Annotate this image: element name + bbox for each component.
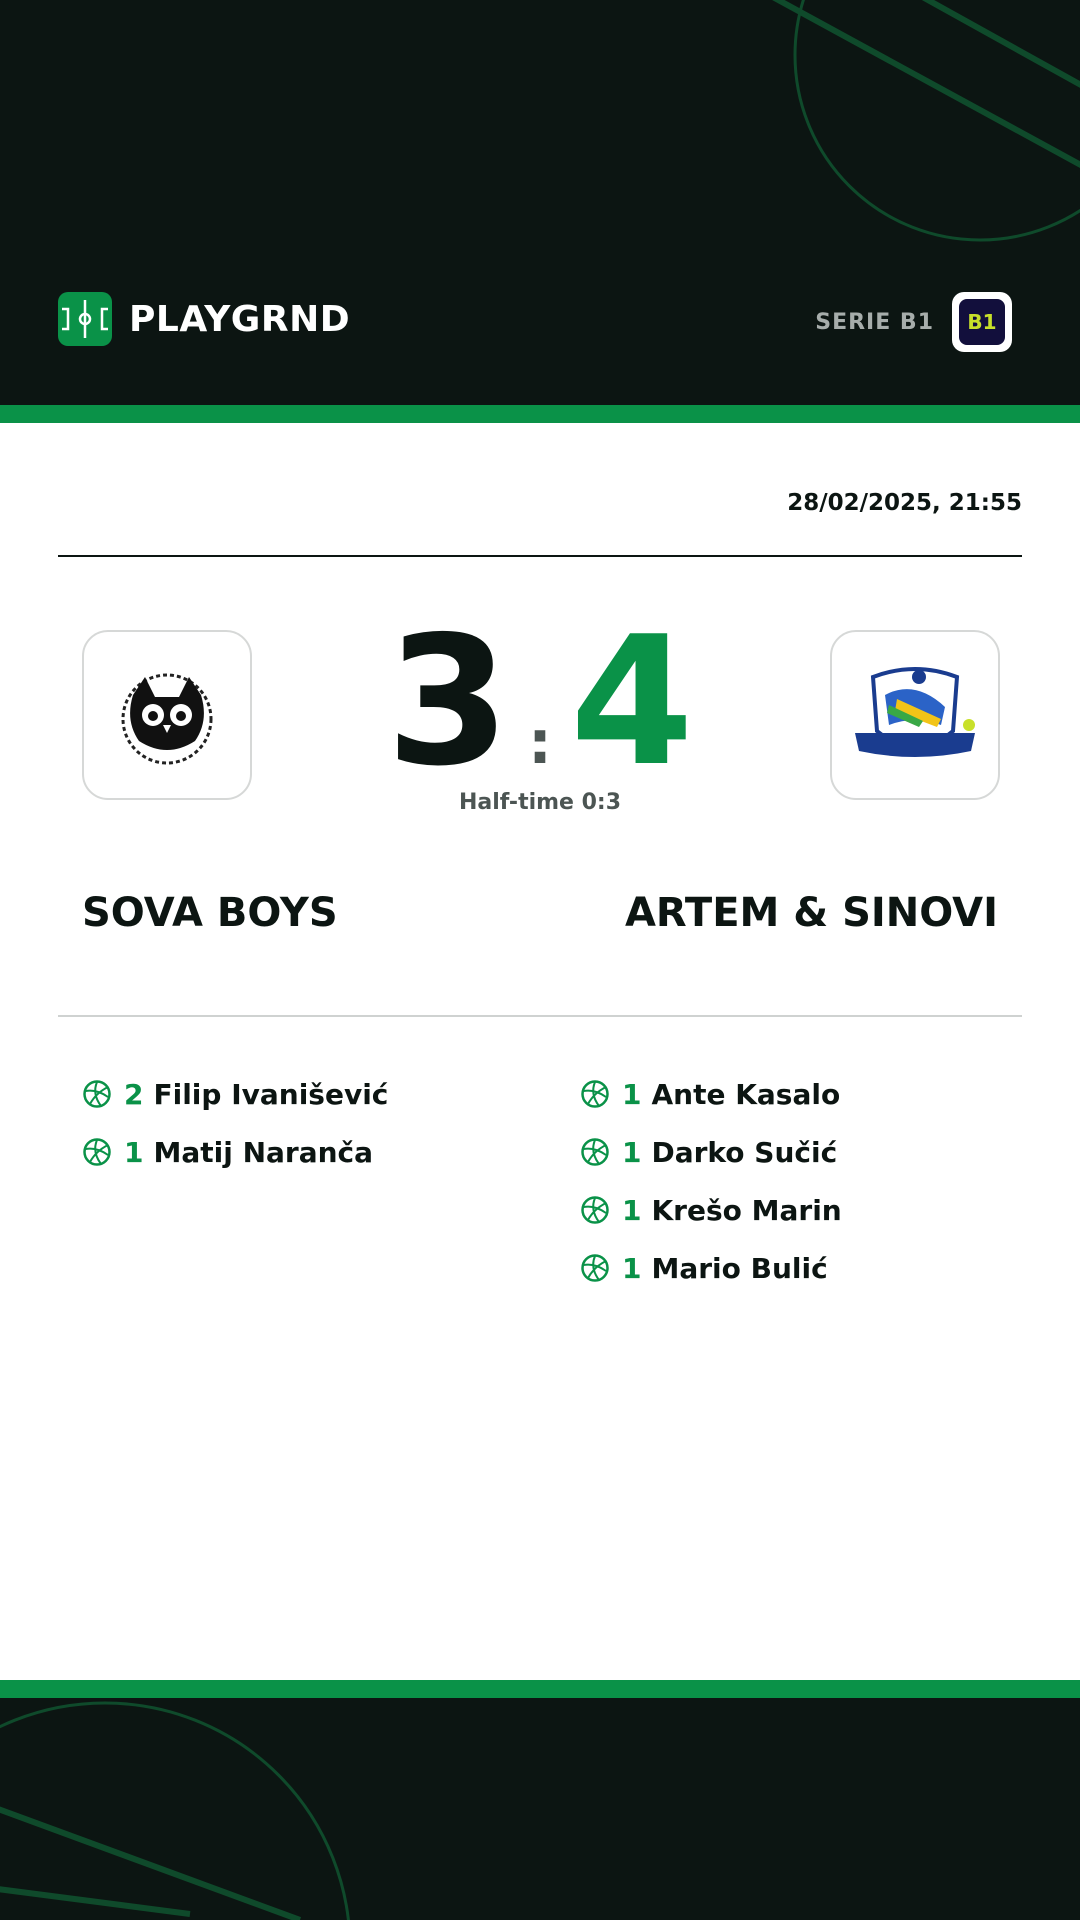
scorer-row [580,1123,842,1181]
scorer-row [82,1123,388,1181]
goal-count: 1 [622,1193,642,1227]
match-datetime: 28/02/2025, 21:55 [787,490,1022,516]
away-scorers [580,1065,842,1297]
away-team-crest [830,630,1000,800]
away-score: 4 [570,598,694,805]
scorer-row [580,1181,842,1239]
accent-bar-top [0,405,1080,423]
ball-icon [82,1137,112,1167]
player-name: Filip Ivanišević [153,1077,389,1111]
kicker-icon [845,655,985,775]
player-name: Matij Naranča [153,1135,374,1169]
halftime-score: Half-time 0:3 [458,790,622,815]
player-name: Ante Kasalo [651,1077,841,1111]
ball-icon [580,1137,610,1167]
pitch-icon [58,292,112,346]
header-banner [0,0,1080,405]
footer-banner [0,1698,1080,1920]
goal-count: 1 [124,1135,144,1169]
player-name: Mario Bulić [651,1251,828,1285]
goal-count: 1 [622,1251,642,1285]
goal-count: 2 [124,1077,144,1111]
player-name: Darko Sučić [651,1135,838,1169]
divider [58,1015,1022,1017]
league-name: SERIE B1 [815,309,934,335]
ball-icon [580,1253,610,1283]
scorer-row [580,1065,842,1123]
ball-icon [580,1195,610,1225]
league [815,292,1012,352]
league-logo-text: B1 [959,299,1005,345]
ball-icon [82,1079,112,1109]
away-team-name: ARTEM & SINOVI [624,890,998,936]
goal-count: 1 [622,1077,642,1111]
ball-icon [580,1079,610,1109]
accent-bar-bottom [0,1680,1080,1698]
goal-count: 1 [622,1135,642,1169]
divider [58,555,1022,557]
home-scorers [82,1065,388,1181]
player-name: Krešo Marin [651,1193,842,1227]
home-score: 3 [386,598,510,805]
pitch-lines-decoration [0,1698,1080,1920]
league-logo [952,292,1012,352]
scorer-row [82,1065,388,1123]
brand-name: PLAYGRND [129,298,351,340]
brand [58,292,350,346]
score-separator: : [528,708,552,778]
home-team-name: SOVA BOYS [82,890,338,936]
scorer-row [580,1239,842,1297]
